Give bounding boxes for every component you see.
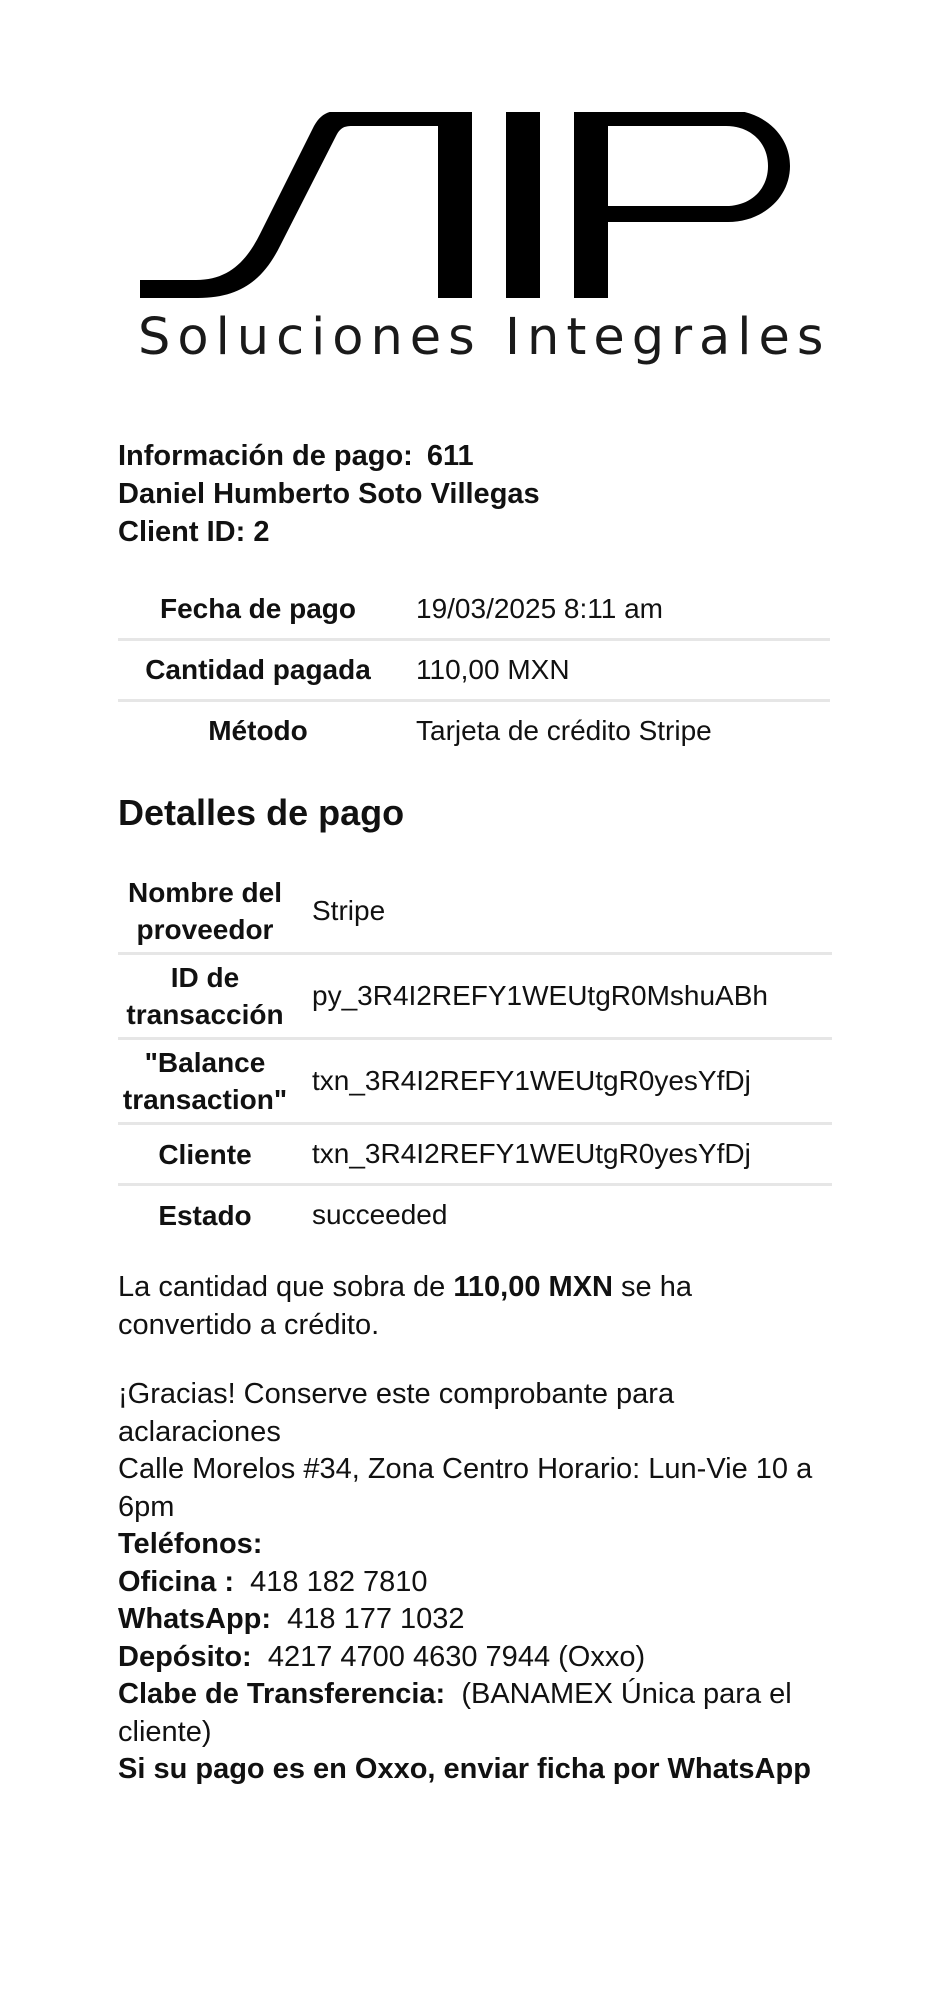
logo-swoosh — [140, 112, 438, 298]
clabe-label: Clabe de Transferencia: — [118, 1678, 446, 1710]
row-label: Estado — [118, 1185, 292, 1245]
logo-p — [574, 112, 790, 298]
address-text: Calle Morelos #34, Zona Centro Horario: Lun-Vie 10 a 6pm — [118, 1453, 813, 1523]
logo-company-name: Soluciones Integrales — [138, 308, 831, 367]
payment-details-table — [118, 870, 832, 1244]
office-phone: 418 182 7810 — [250, 1565, 428, 1598]
payment-summary-table — [118, 580, 830, 760]
clabe-value: (BANAMEX Única para el cliente) — [118, 1678, 792, 1748]
label-line: proveedor — [136, 914, 274, 945]
row-label — [118, 1039, 292, 1124]
row-label: Fecha de pago — [159, 593, 357, 624]
clabe-line — [118, 1676, 830, 1751]
client-id: Client ID: 2 — [118, 516, 270, 548]
label-line: transacción — [126, 999, 284, 1030]
row-value: Stripe — [312, 895, 386, 926]
table-row — [118, 1124, 832, 1185]
deposit-account: 4217 4700 4630 7944 (Oxxo) — [267, 1640, 646, 1673]
oxxo-notice: Si su pago es en Oxxo, enviar ficha por WhatsApp — [118, 1753, 811, 1785]
phones-label: Teléfonos: — [118, 1528, 263, 1560]
logo-bar-2 — [506, 112, 540, 298]
deposit-line — [118, 1639, 830, 1677]
office-line — [118, 1564, 830, 1602]
credit-note — [118, 1268, 830, 1344]
row-value: Tarjeta de crédito Stripe — [398, 701, 830, 761]
receipt-footer — [118, 1376, 830, 1789]
table-row — [118, 1185, 832, 1245]
row-label — [118, 870, 292, 954]
row-label: Cliente — [118, 1124, 292, 1185]
row-value: txn_3R4I2REFY1WEUtgR0yesYfDj — [292, 1124, 832, 1185]
row-label: Cantidad pagada — [118, 640, 398, 701]
company-logo — [138, 112, 831, 377]
payment-info-label: Información de pago: — [118, 440, 413, 472]
thanks-text: ¡Gracias! Conserve este comprobante para aclaraciones — [118, 1378, 675, 1448]
table-row — [118, 870, 832, 954]
details-title: Detalles de pago — [118, 792, 405, 833]
row-value: txn_3R4I2REFY1WEUtgR0yesYfDj — [292, 1039, 832, 1124]
credit-note-suffix: se ha convertido a crédito. — [118, 1271, 692, 1341]
credit-note-prefix: La cantidad que sobra de — [118, 1271, 446, 1303]
row-value: py_3R4I2REFY1WEUtgR0MshuABh — [292, 954, 832, 1039]
table-row — [118, 1039, 832, 1124]
row-label: Método — [118, 701, 398, 761]
label-line: Nombre del — [127, 877, 283, 908]
row-label — [118, 954, 292, 1039]
status-value: succeeded — [292, 1185, 832, 1245]
table-row — [118, 640, 830, 701]
payment-number: 611 — [426, 440, 474, 472]
whatsapp-line — [118, 1601, 830, 1639]
table-row — [118, 701, 830, 761]
logo-bar-1 — [438, 112, 472, 298]
table-row — [118, 580, 830, 640]
label-line: "Balance — [144, 1047, 266, 1078]
client-name: Daniel Humberto Soto Villegas — [118, 478, 540, 510]
label-line: ID de — [170, 962, 240, 993]
payment-info-line — [118, 437, 540, 475]
table-row — [118, 954, 832, 1039]
label-line: transaction" — [122, 1084, 288, 1115]
whatsapp-phone: 418 177 1032 — [287, 1603, 465, 1635]
credit-amount: 110,00 MXN — [453, 1271, 613, 1303]
payment-info-header — [118, 437, 540, 551]
whatsapp-label: WhatsApp: — [118, 1603, 272, 1635]
siip-logo-icon — [138, 112, 798, 302]
row-value: 110,00 MXN — [398, 640, 830, 701]
deposit-label: Depósito: — [118, 1640, 252, 1673]
row-value: 19/03/2025 8:11 am — [416, 593, 664, 624]
office-label: Oficina : — [118, 1565, 235, 1598]
